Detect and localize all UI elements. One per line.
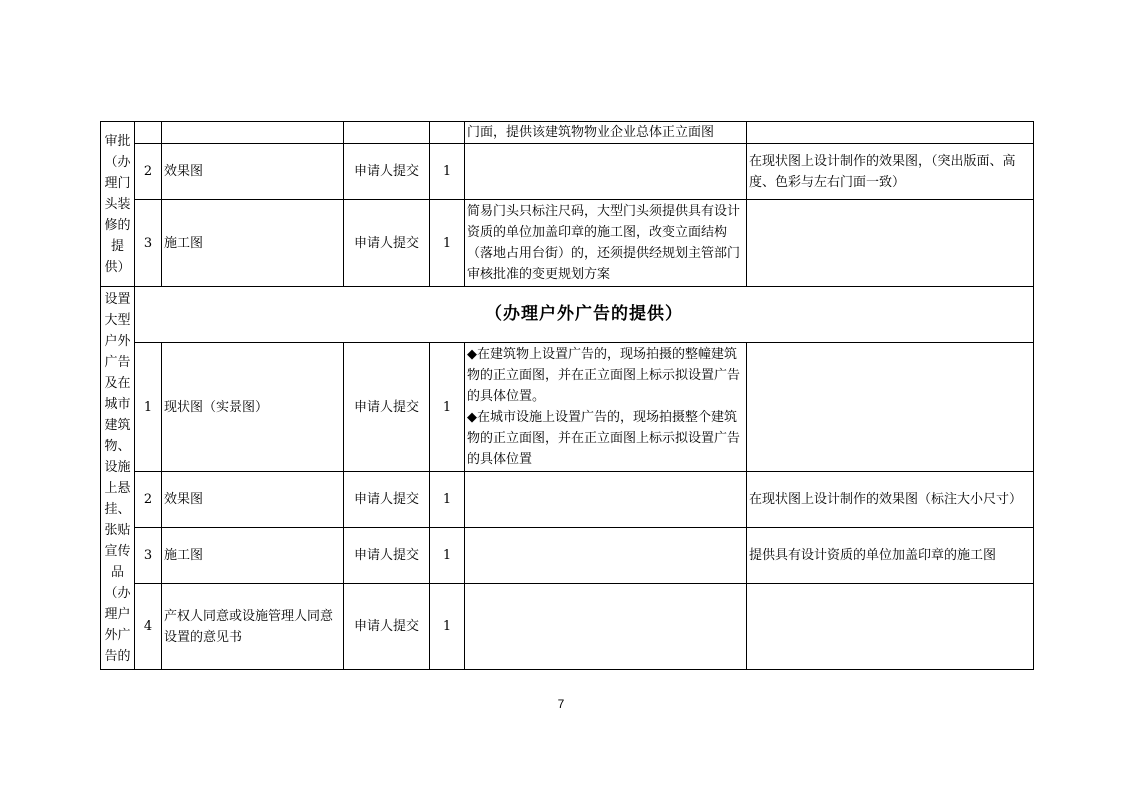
row-number: 3	[135, 528, 162, 584]
material-name: 施工图	[162, 528, 344, 584]
requirement-item: ◆在建筑物上设置广告的，现场拍摄的整幢建筑物的正立面图，并在正立面图上标示拟设置广告的具体位置。	[467, 347, 741, 404]
row-number: 1	[135, 343, 162, 472]
category-cell-outdoor-ads: 设置大型户外广告及在城市建筑物、设施上悬挂、张贴宣传品（办理户外广告的	[101, 287, 135, 670]
material-count: 1	[430, 343, 465, 472]
material-requirement	[465, 343, 747, 472]
category-cell-storefront: 审批（办理门头装修的提供）	[101, 122, 135, 287]
material-note: 提供具有设计资质的单位加盖印章的施工图	[747, 528, 1034, 584]
material-name: 现状图（实景图）	[162, 343, 344, 472]
material-requirement: 简易门头只标注尺码，大型门头须提供具有设计资质的单位加盖印章的施工图，改变立面结构（落地占用台街）的，还须提供经规划主管部门审核批准的变更规划方案	[465, 200, 747, 287]
material-count: 1	[430, 472, 465, 528]
material-requirement	[465, 472, 747, 528]
material-note	[747, 200, 1034, 287]
material-name: 施工图	[162, 200, 344, 287]
material-count: 1	[430, 144, 465, 200]
section-title: （办理户外广告的提供）	[135, 287, 1034, 343]
material-requirement	[465, 528, 747, 584]
material-source: 申请人提交	[344, 528, 430, 584]
material-note	[747, 584, 1034, 670]
row-number: 3	[135, 200, 162, 287]
material-source	[344, 122, 430, 144]
material-requirement	[465, 584, 747, 670]
material-count: 1	[430, 584, 465, 670]
material-note: 在现状图上设计制作的效果图，（突出版面、高度、色彩与左右门面一致）	[747, 144, 1034, 200]
table-row	[101, 287, 1034, 343]
material-name: 效果图	[162, 144, 344, 200]
page-number: 7	[557, 697, 565, 711]
table-row	[101, 200, 1034, 287]
table-row	[101, 528, 1034, 584]
material-source: 申请人提交	[344, 343, 430, 472]
row-number: 2	[135, 472, 162, 528]
table-row	[101, 584, 1034, 670]
material-requirement: 门面，提供该建筑物物业企业总体正立面图	[465, 122, 747, 144]
material-source: 申请人提交	[344, 200, 430, 287]
material-source: 申请人提交	[344, 472, 430, 528]
material-note	[747, 343, 1034, 472]
material-count: 1	[430, 528, 465, 584]
material-source: 申请人提交	[344, 584, 430, 670]
requirement-item: ◆在城市设施上设置广告的，现场拍摄整个建筑物的正立面图，并在正立面图上标示拟设置广告的具体位置	[467, 410, 741, 467]
material-name	[162, 122, 344, 144]
material-note	[747, 122, 1034, 144]
material-source: 申请人提交	[344, 144, 430, 200]
table-row	[101, 472, 1034, 528]
row-number: 4	[135, 584, 162, 670]
material-note: 在现状图上设计制作的效果图（标注大小尺寸）	[747, 472, 1034, 528]
table-row	[101, 122, 1034, 144]
row-number: 2	[135, 144, 162, 200]
table-row	[101, 144, 1034, 200]
material-count	[430, 122, 465, 144]
material-count: 1	[430, 200, 465, 287]
material-name: 产权人同意或设施管理人同意设置的意见书	[162, 584, 344, 670]
row-number	[135, 122, 162, 144]
table-row	[101, 343, 1034, 472]
material-name: 效果图	[162, 472, 344, 528]
requirements-table	[100, 121, 1034, 670]
material-requirement	[465, 144, 747, 200]
